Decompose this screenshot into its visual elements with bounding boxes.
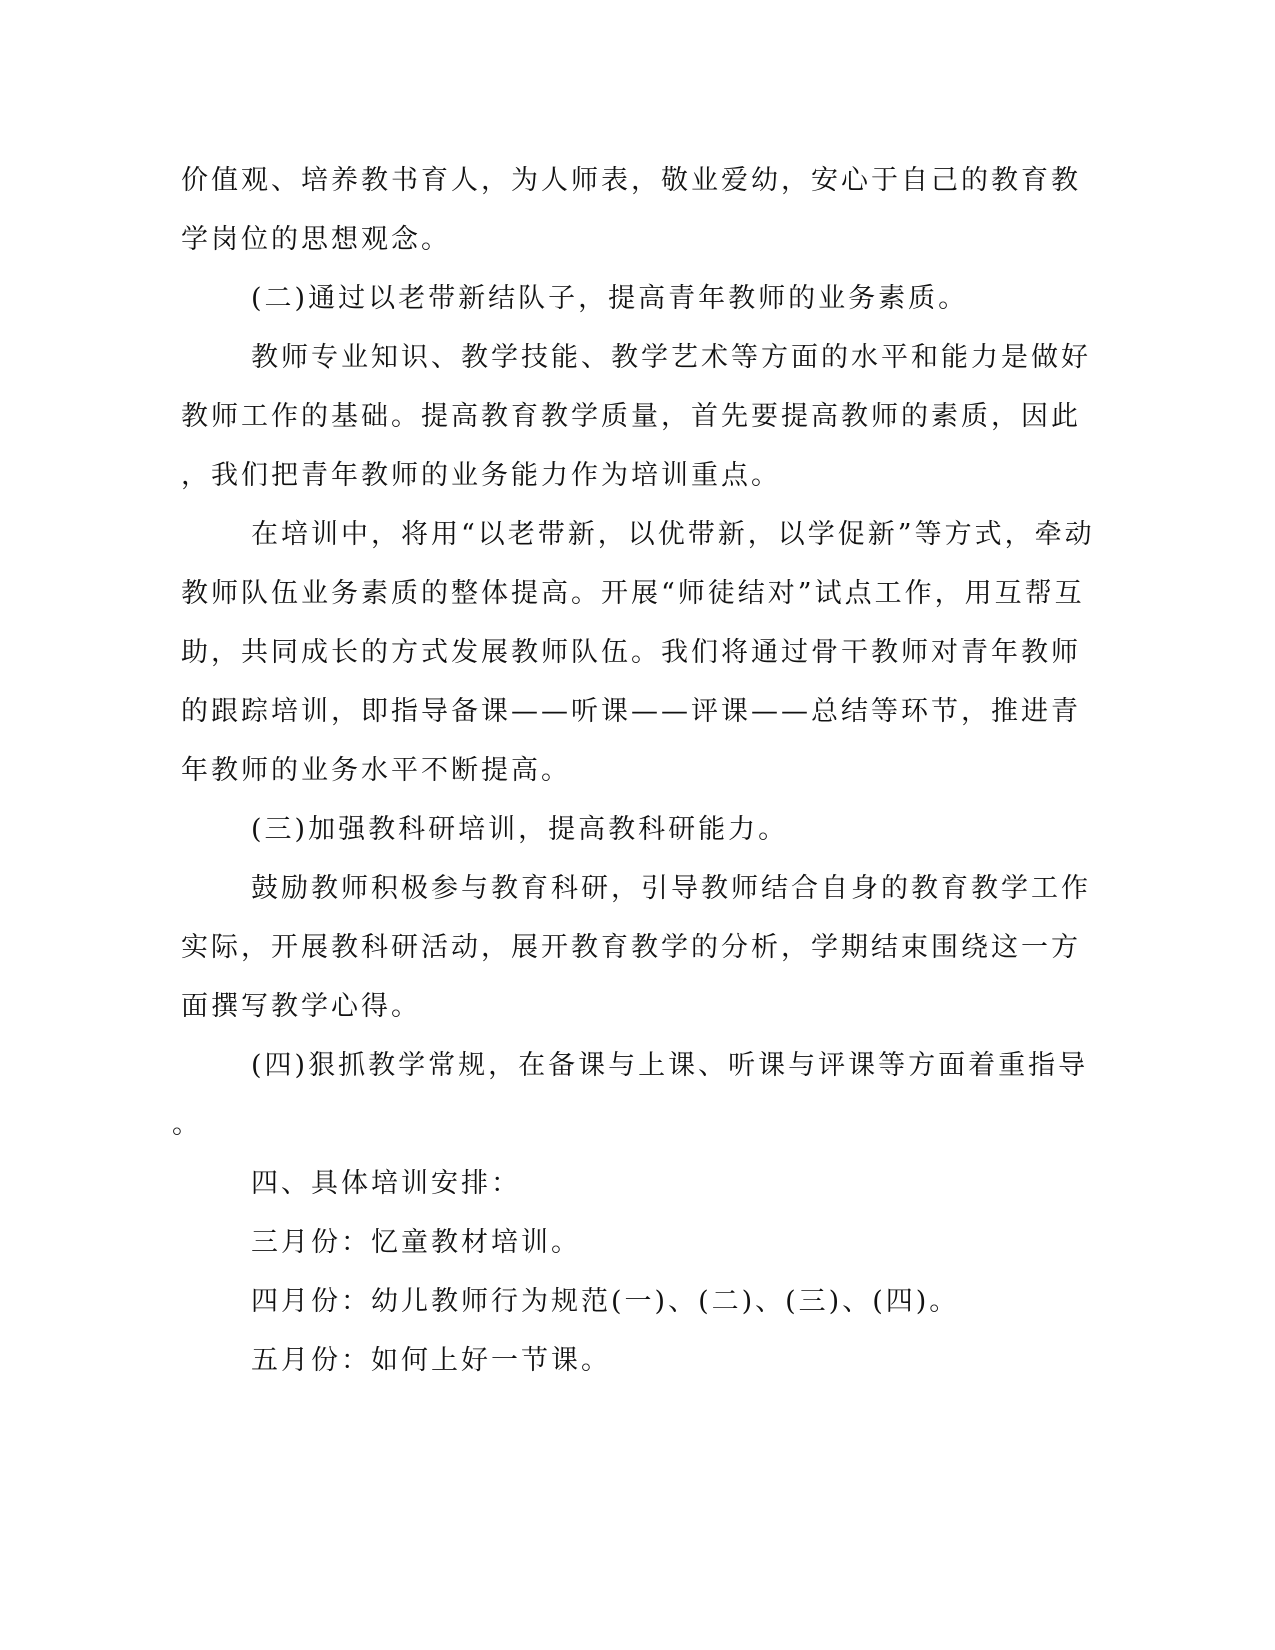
text-line: 教师专业知识、教学技能、教学艺术等方面的水平和能力是做好 [251, 342, 1091, 373]
text-line: 在培训中，将用“以老带新，以优带新，以学促新”等方式，牵动 [251, 519, 1095, 550]
schedule-item: 三月份：忆童教材培训。 [251, 1227, 581, 1258]
text-line: 年教师的业务水平不断提高。 [181, 755, 571, 786]
text-line: 实际，开展教科研活动，展开教育教学的分析，学期结束围绕这一方 [181, 932, 1081, 963]
section-heading: 四、具体培训安排： [251, 1168, 521, 1199]
text-line: 面撰写教学心得。 [181, 991, 421, 1022]
text-line: 教师队伍业务素质的整体提高。开展“师徒结对”试点工作，用互帮互 [181, 578, 1085, 609]
text-line: 价值观、培养教书育人，为人师表，敬业爱幼，安心于自己的教育教 [181, 165, 1081, 196]
text-line: 教师工作的基础。提高教育教学质量，首先要提高教师的素质，因此 [181, 401, 1081, 432]
section-heading: (四)狠抓教学常规，在备课与上课、听课与评课等方面着重指导 [251, 1050, 1089, 1081]
section-heading: (二)通过以老带新结队子，提高青年教师的业务素质。 [251, 283, 969, 314]
text-line: 助，共同成长的方式发展教师队伍。我们将通过骨干教师对青年教师 [181, 637, 1081, 668]
text-line: 。 [172, 1109, 202, 1140]
schedule-item: 五月份：如何上好一节课。 [251, 1345, 611, 1376]
section-heading: (三)加强教科研培训，提高教科研能力。 [251, 814, 789, 845]
text-line: 的跟踪培训，即指导备课——听课——评课——总结等环节，推进青 [181, 696, 1081, 727]
text-line: 鼓励教师积极参与教育科研，引导教师结合自身的教育教学工作 [251, 873, 1091, 904]
schedule-item: 四月份：幼儿教师行为规范(一)、(二)、(三)、(四)。 [251, 1286, 960, 1317]
text-line: 学岗位的思想观念。 [181, 224, 451, 255]
text-line: ，我们把青年教师的业务能力作为培训重点。 [181, 460, 781, 491]
